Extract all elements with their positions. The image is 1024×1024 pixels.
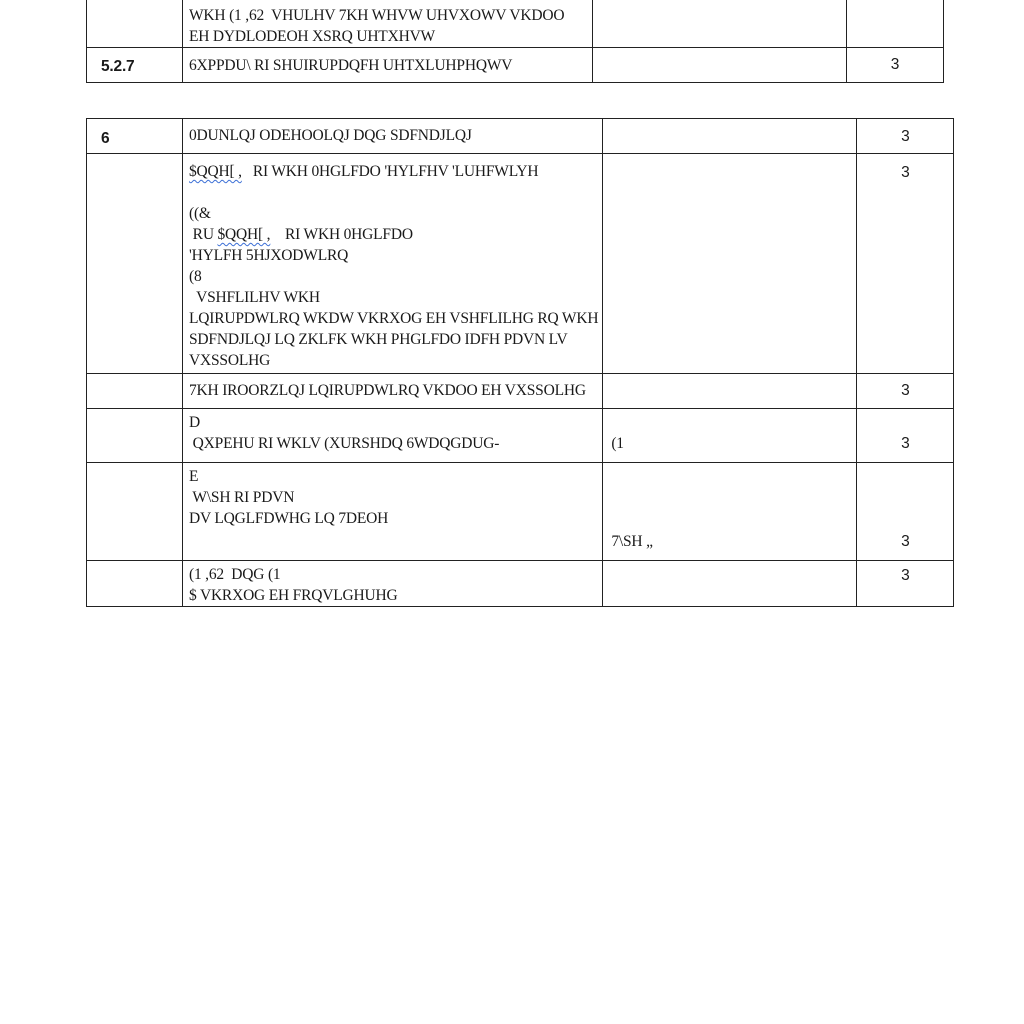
flag-cell: 3 [857, 374, 954, 409]
flag-cell: 3 [857, 561, 954, 607]
flag-cell: 3 [857, 409, 954, 463]
clause-number-cell [87, 374, 183, 409]
marking-labelling-table [86, 118, 954, 607]
clause-number-cell [87, 463, 183, 561]
annex-text: RI WKH 0HGLFDO [270, 226, 413, 243]
description-line [189, 161, 598, 182]
description-line: 'HYLFH 5HJXODWLRQ [189, 247, 349, 264]
clause-number-cell [87, 154, 183, 374]
description-cell [183, 154, 603, 374]
reference-cell: (1 [603, 409, 857, 463]
description-cell [183, 409, 603, 463]
table-row [87, 154, 954, 374]
reference-cell [603, 154, 857, 374]
reference-cell [593, 48, 847, 83]
description-line: W\SH RI PDVN [189, 489, 295, 506]
description-line: (8 [189, 268, 202, 285]
flag-cell: 3 [857, 463, 954, 561]
description-line: $ VKRXOG EH FRQVLGHUHG [189, 587, 398, 604]
clause-number-cell [87, 561, 183, 607]
annex-ref: $QQH[ , [189, 163, 242, 180]
reference-cell [593, 0, 847, 48]
table-row [87, 48, 944, 83]
clause-number-cell [87, 409, 183, 463]
clause-number-cell: 6 [87, 119, 183, 154]
description-line: SDFNDJLQJ LQ ZKLFK WKH PHGLFDO IDFH PDVN LV [189, 331, 568, 348]
table-row [87, 374, 954, 409]
description-line: QXPEHU RI WKLV (XURSHDQ 6WDQGDUG- [189, 435, 500, 452]
description-cell [183, 561, 603, 607]
description-line: WKH (1 ,62 VHULHV 7KH WHVW UHVXOWV VKDOO [189, 7, 565, 24]
description-cell [183, 463, 603, 561]
clause-number-cell: 5.2.7 [87, 48, 183, 83]
description-line: VXSSOLHG [189, 352, 271, 369]
description-line: D [189, 414, 200, 431]
annex-text: RU [189, 226, 218, 243]
flag-cell: 3 [857, 119, 954, 154]
reference-cell [603, 374, 857, 409]
reference-cell [603, 561, 857, 607]
description-line: E [189, 468, 199, 485]
table-row [87, 0, 944, 48]
annex-text: RI WKH 0HGLFDO 'HYLFHV 'LUHFWLYH [241, 163, 539, 180]
table-row [87, 119, 954, 154]
description-cell [183, 374, 603, 409]
description-line: LQIRUPDWLRQ WKDW VKRXOG EH VSHFLILHG RQ WKH [189, 310, 599, 327]
table-row [87, 561, 954, 607]
description-line: 6XPPDU\ RI SHUIRUPDQFH UHTXLUHPHQWV [189, 57, 513, 74]
description-cell [183, 48, 593, 83]
description-cell [183, 119, 603, 154]
description-cell [183, 0, 593, 48]
description-line: 7KH IROORZLQJ LQIRUPDWLRQ VKDOO EH VXSSOLHG [189, 382, 586, 399]
table-row [87, 463, 954, 561]
description-line [189, 224, 598, 245]
table-row [87, 409, 954, 463]
flag-cell [847, 0, 944, 48]
description-line: 0DUNLQJ ODEHOOLQJ DQG SDFNDJLQJ [189, 127, 472, 144]
description-line: VSHFLILHV WKH [189, 289, 320, 306]
description-line: ((& [189, 205, 211, 222]
reference-cell: 7\SH „ [603, 463, 857, 561]
description-line: EH DYDLODEOH XSRQ UHTXHVW [189, 28, 435, 45]
flag-cell: 3 [857, 154, 954, 374]
reference-cell [603, 119, 857, 154]
description-line: (1 ,62 DQG (1 [189, 566, 281, 583]
annex-ref: $QQH[ , [217, 226, 271, 243]
requirements-table-continued [86, 0, 944, 83]
flag-cell: 3 [847, 48, 944, 83]
clause-number-cell [87, 0, 183, 48]
description-line: DV LQGLFDWHG LQ 7DEOH [189, 510, 389, 527]
